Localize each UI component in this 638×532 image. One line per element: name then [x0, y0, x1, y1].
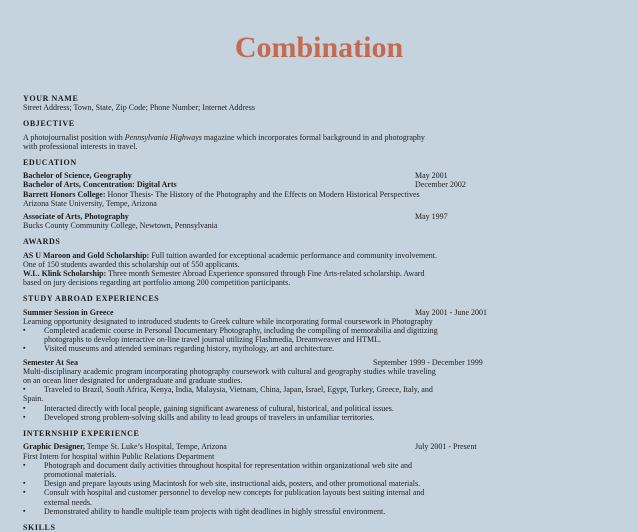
degree-associate: Associate of Arts, Photography May 1997 — [23, 212, 448, 222]
bullet-icon: ▪ — [23, 479, 26, 488]
award-maroon-gold-line2: One of 150 students awarded this scholarship out of 550 applicants. — [23, 259, 240, 269]
bullet-icon: ▪ — [23, 344, 26, 353]
list-item: ▪ Design and prepare layouts using Macintosh for web site, instructional aids, posters, and other promotional materials. — [23, 479, 421, 489]
degree-geography: Bachelor of Science, Geography May 2001 — [23, 171, 448, 181]
list-item: ▪ Demonstrated ability to handle multiple team projects with tight deadlines in highly stressful environment. — [23, 506, 386, 516]
internship-heading: INTERNSHIP EXPERIENCE — [23, 429, 140, 439]
bullet-icon: ▪ — [23, 326, 26, 335]
award-klink: W.L. Klink Scholarship: Three month Semester Abroad Experience sponsored through Fine Arts-related scholarship. Award — [23, 269, 425, 279]
award-klink-line2: based on jury decisions regarding art portfolio among 200 competition participants. — [23, 278, 291, 288]
objective-heading: OBJECTIVE — [23, 119, 75, 129]
bullet-icon: ▪ — [23, 412, 26, 421]
page-title: Combination — [234, 31, 404, 64]
list-item: ▪ Visited museums and attended seminars regarding history, mythology, art and architecture. — [23, 344, 335, 354]
awards-heading: AWARDS — [23, 237, 61, 247]
school-asu: Arizona State University, Tempe, Arizona — [23, 198, 157, 208]
degree-associate-date: May 1997 — [415, 212, 448, 222]
study-greece-desc: Learning opportunity designated to introduced students to Greek culture while incorporating formal coursework in Photography — [23, 316, 433, 326]
degree-digital-arts: Bachelor of Arts, Concentration: Digital Arts December 2002 — [23, 180, 466, 190]
bullet-icon: ▪ — [23, 460, 26, 469]
contact-line: Street Address; Town, State, Zip Code; Phone Number; Internet Address — [23, 103, 255, 113]
list-item: ▪ Traveled to Brazil, South Africa, Kenya, India, Malaysia, Vietnam, China, Japan, Israel, Egypt, Turkey, Greece, Italy, and — [23, 385, 433, 395]
study-semester-at-sea-date: September 1999 - December 1999 — [373, 357, 483, 367]
study-sea-desc-line2: on an ocean liner designated for undergraduate and graduate studies. — [23, 376, 243, 386]
degree-geography-date: May 2001 — [415, 171, 448, 181]
list-item: ▪ Photograph and document daily activities throughout hospital for representation within organizational web site and promotional materials. — [23, 460, 412, 479]
list-item: ▪ Completed academic course in Personal Documentary Photography, including the compiling of memorabilia and digitizing photographs to develop interactive on-line travel journal utilizing Flashmedia, Dreamweaver and HTML. — [23, 326, 438, 345]
bullet-icon: ▪ — [23, 488, 26, 497]
objective-text: A photojournalist position with Pennsylvania Highways magazine which incorporates formal background in and photography — [23, 132, 425, 142]
internship-role: Graphic Designer, Tempe St. Luke’s Hospital, Tempe, Arizona July 2001 - Present — [23, 442, 477, 452]
resume-name: YOUR NAME — [23, 94, 79, 103]
honors-college: Barrett Honors College: Honor Thesis- The History of the Photography and the Effects on Modern Historical Perspectives — [23, 189, 420, 199]
study-greece-date: May 2001 - June 2001 — [415, 307, 487, 317]
bullet-icon: ▪ — [23, 403, 26, 412]
list-item: ▪ Interacted directly with local people, gaining significant awareness of cultural, historical, and political issues. — [23, 403, 394, 413]
study-semester-at-sea: Semester At Sea September 1999 - December 1999 — [23, 357, 483, 367]
skills-heading: SKILLS — [23, 522, 56, 532]
list-item: ▪ Developed strong problem-solving skills and ability to lead groups of travelers in unfamiliar territories. — [23, 412, 375, 422]
education-heading: EDUCATION — [23, 158, 77, 168]
bullet-icon: ▪ — [23, 506, 26, 515]
resume-document — [23, 94, 623, 532]
list-item-continuation: Spain. — [23, 394, 44, 404]
internship-desc: First Intern for hospital within Public Relations Department — [23, 451, 215, 461]
study-greece: Summer Session in Greece May 2001 - June 2001 — [23, 307, 487, 317]
degree-digital-arts-date: December 2002 — [415, 180, 466, 190]
list-item: ▪ Consult with hospital and customer personnel to develop new concepts for publication layouts best suiting internal and external needs. — [23, 488, 425, 507]
award-maroon-gold: AS U Maroon and Gold Scholarship: Full tuition awarded for exceptional academic performance and community involvement. — [23, 250, 438, 260]
study-abroad-heading: STUDY ABROAD EXPERIENCES — [23, 294, 160, 304]
school-bucks: Bucks County Community College, Newtown, Pennsylvania — [23, 221, 218, 231]
internship-date: July 2001 - Present — [415, 442, 477, 452]
objective-text-line2: with professional interests in travel. — [23, 141, 138, 151]
bullet-icon: ▪ — [23, 385, 26, 394]
study-sea-desc: Multi-disciplinary academic program incorporating photography coursework with cultural and geography studies while traveling — [23, 366, 436, 376]
